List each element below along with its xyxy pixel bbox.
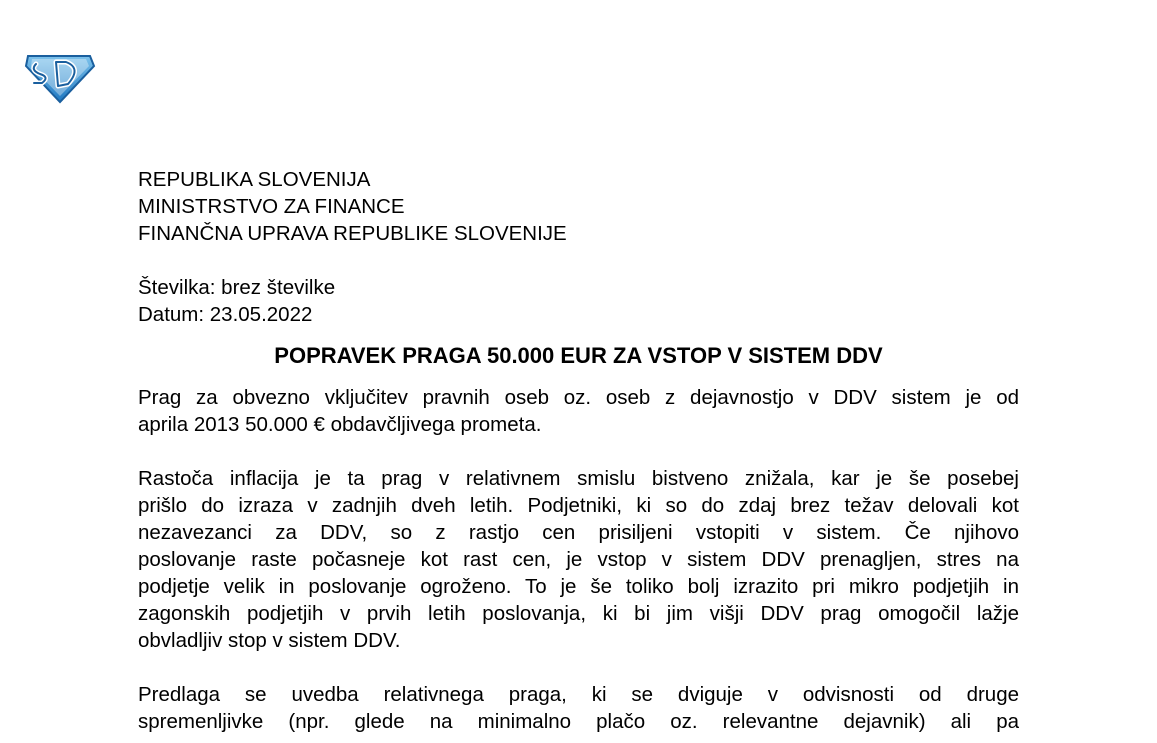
document-title: POPRAVEK PRAGA 50.000 EUR ZA VSTOP V SISTEM DDV (274, 343, 883, 368)
paragraph-line: prišlo do izraza v zadnjih dveh letih. Podjetniki, ki so do zdaj brez težav delovali kot (138, 494, 1019, 517)
shield-logo-icon (22, 50, 96, 104)
paragraph-line: nezavezanci za DDV, so z rastjo cen prisiljeni vstopiti v sistem. Če njihovo (138, 521, 1019, 544)
document-body (138, 166, 1019, 735)
paragraph-line: Rastoča inflacija je ta prag v relativnem smislu bistveno znižala, kar je še posebej (138, 467, 1019, 490)
paragraph-1 (138, 384, 1019, 438)
document-date: Datum: 23.05.2022 (138, 303, 313, 326)
paragraph-line: poslovanje raste počasneje kot rast cen, je vstop v sistem DDV prenagljen, stres na (138, 548, 1019, 571)
paragraph-line: aprila 2013 50.000 € obdavčljivega prometa. (138, 413, 542, 436)
paragraph-line: spremenljivke (npr. glede na minimalno plačo oz. relevantne dejavnik) ali pa (138, 710, 1019, 733)
paragraph-line: obvladljiv stop v sistem DDV. (138, 629, 401, 652)
paragraph-line: podjetje velik in poslovanje ogroženo. To je še toliko bolj izrazito pri mikro podjetjih in (138, 575, 1019, 598)
paragraph-line: zagonskih podjetjih v prvih letih poslovanja, ki bi jim višji DDV prag omogočil lažje (138, 602, 1019, 625)
paragraph-3 (138, 681, 1019, 735)
header-line-1: REPUBLIKA SLOVENIJA (138, 168, 371, 191)
paragraph-line: Prag za obvezno vključitev pravnih oseb oz. oseb z dejavnostjo v DDV sistem je od (138, 386, 1019, 409)
paragraph-line: Predlaga se uvedba relativnega praga, ki se dviguje v odvisnosti od druge (138, 683, 1019, 706)
document-number: Številka: brez številke (138, 276, 336, 299)
header-line-3: FINANČNA UPRAVA REPUBLIKE SLOVENIJE (138, 222, 567, 245)
paragraph-2 (138, 465, 1019, 654)
header-line-2: MINISTRSTVO ZA FINANCE (138, 195, 405, 218)
logo (22, 50, 96, 104)
